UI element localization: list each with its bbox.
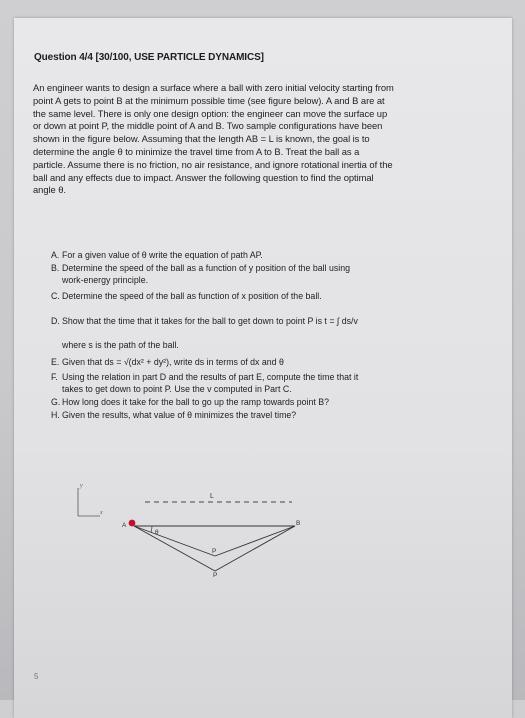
task-key: G. (51, 397, 61, 407)
length-label: L (210, 493, 214, 500)
intro-line: angle θ. (33, 184, 66, 196)
angle-label: θ (155, 529, 159, 536)
ramp-p2b (215, 526, 295, 571)
task-text: Determine the speed of the ball as function of x position of the ball. (62, 291, 322, 301)
task-b (51, 263, 350, 273)
point-p2-label: P (213, 572, 218, 578)
task-h (51, 410, 296, 420)
intro-line: ball and any effects due to impact. Answer the following question to find the optimal (33, 171, 374, 183)
task-f (51, 372, 358, 382)
y-axis-label: y (80, 483, 83, 489)
task-key: E. (51, 357, 60, 367)
point-a-label: A (122, 522, 127, 529)
intro-line: particle. Assume there is no friction, no air resistance, and ignore rotational inertia of the (33, 158, 393, 170)
task-key: F. (51, 372, 58, 382)
ramp-p1b (215, 526, 295, 556)
task-text: How long does it take for the ball to go up the ramp towards point B? (62, 397, 329, 407)
ramp-figure (60, 478, 310, 578)
ball (129, 520, 136, 527)
task-text: Show that the time that it takes for the ball to get down to point P is t = ∫ ds/v (62, 316, 358, 326)
task-e (51, 357, 284, 367)
task-c (51, 291, 322, 301)
question-title: Question 4/4 [30/100, USE PARTICLE DYNAMICS] (34, 52, 264, 63)
task-key: B. (51, 263, 60, 273)
x-axis-label: x (100, 510, 103, 516)
intro-line: determine the angle θ to minimize the travel time from A to B. Treat the ball as a (33, 145, 360, 157)
ramp-ap2 (134, 526, 215, 571)
task-a (51, 250, 263, 260)
page-number: 5 (34, 672, 39, 681)
angle-arc (151, 526, 152, 532)
intro-line: An engineer wants to design a surface where a ball with zero initial velocity starting from (33, 82, 394, 93)
task-d-where: where s is the path of the ball. (62, 340, 179, 350)
question-intro (33, 82, 489, 197)
task-text: For a given value of θ write the equation of path AP. (62, 250, 263, 260)
task-key: H. (51, 410, 60, 420)
task-text: Given that ds = √(dx² + dy²), write ds in terms of dx and θ (62, 357, 284, 367)
task-text: Using the relation in part D and the results of part E, compute the time that it (62, 372, 359, 382)
task-text: Given the results, what value of θ minimizes the travel time? (62, 410, 297, 420)
task-f-continued: takes to get down to point P. Use the v computed in Part C. (62, 384, 292, 394)
task-b-continued: work-energy principle. (62, 275, 149, 285)
intro-line: shown in the figure below. Assuming that the length AB = L is known, the goal is to (33, 133, 370, 145)
intro-line: or down at point P, the middle point of A and B. Two sample configurations have been (33, 120, 383, 132)
task-key: D. (51, 316, 60, 326)
task-key: A. (51, 250, 60, 260)
task-text: Determine the speed of the ball as a function of y position of the ball using (62, 263, 351, 273)
point-p1-label: P (212, 548, 217, 555)
task-d (51, 316, 358, 326)
intro-line: the same level. There is only one design option: the engineer can move the surface up (33, 107, 388, 119)
point-b-label: B (296, 520, 301, 527)
task-key: C. (51, 291, 60, 301)
task-g (51, 397, 329, 407)
intro-line: point A gets to point B at the minimum possible time (see figure below). A and B are at (33, 94, 385, 106)
ramp-ap1 (134, 526, 215, 556)
